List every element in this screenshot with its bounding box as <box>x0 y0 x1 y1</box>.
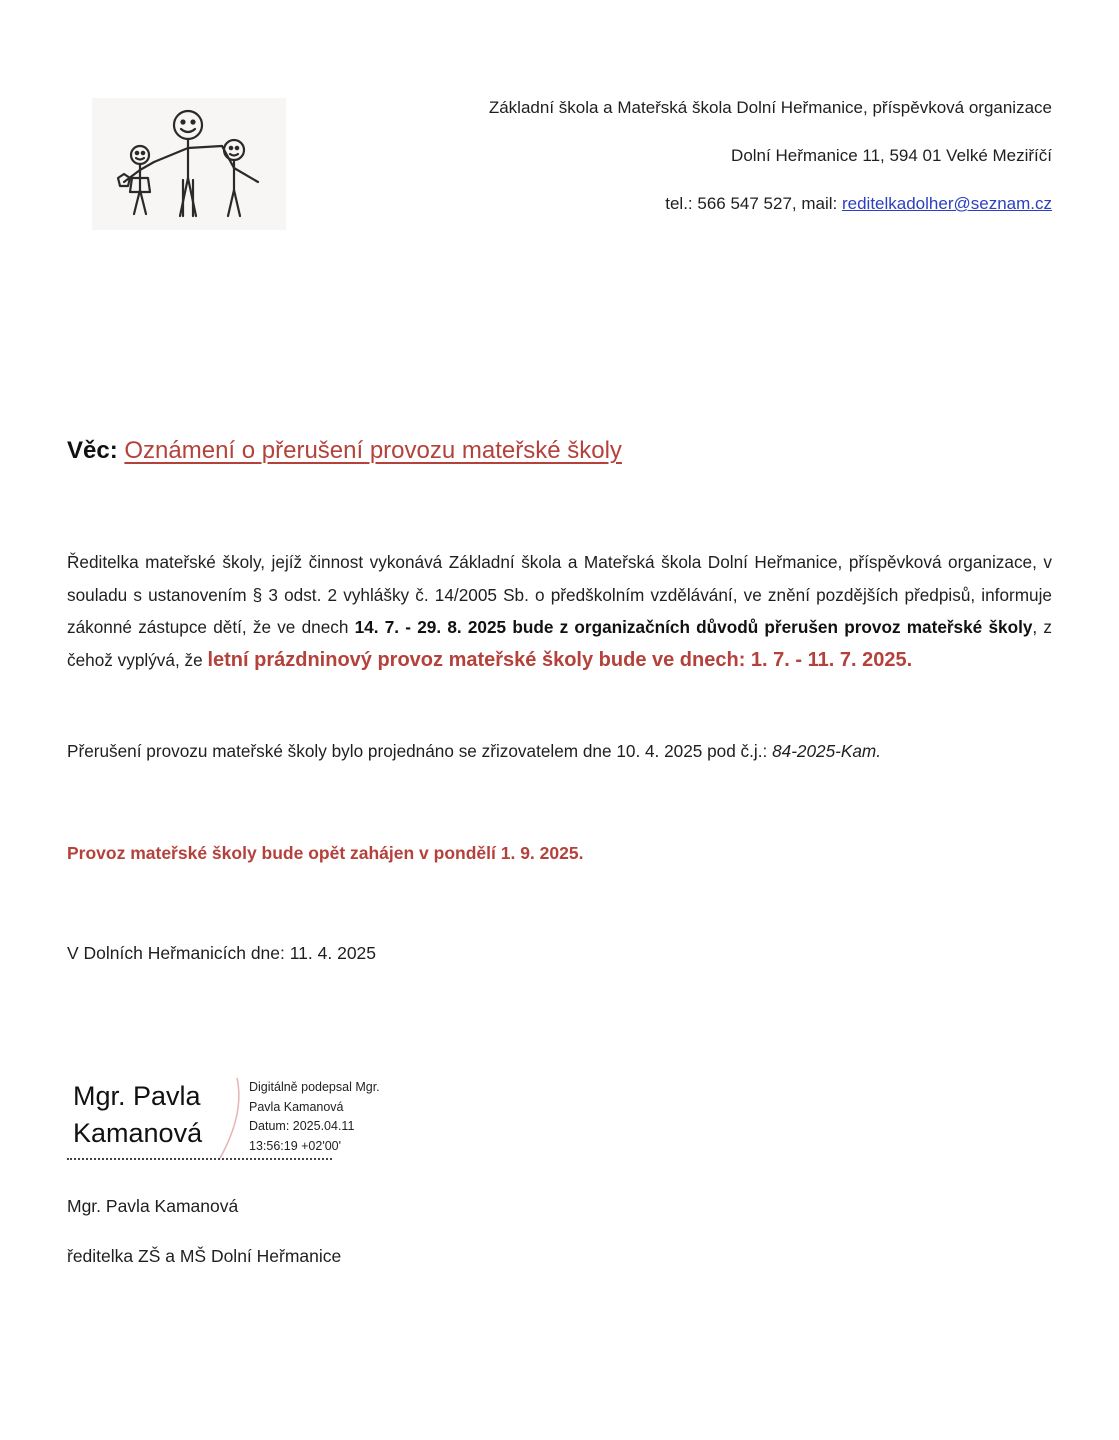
family-drawing-logo-icon <box>92 98 286 230</box>
signature-detail-date: Datum: 2025.04.11 <box>249 1119 355 1133</box>
summer-operation-notice: letní prázdninový provoz mateřské školy bude ve dnech: 1. 7. - 11. 7. 2025. <box>207 648 913 671</box>
paragraph-connector: , z čehož vyplývá, že <box>67 617 1052 670</box>
closure-statement: bude z organizačních důvodů přerušen provoz mateřské školy <box>512 617 1033 637</box>
reference-number: 84-2025-Kam. <box>772 741 881 761</box>
subject-title: Oznámení o přerušení provozu mateřské školy <box>124 437 622 464</box>
signer-role: ředitelka ZŠ a MŠ Dolní Heřmanice <box>67 1246 342 1266</box>
school-logo <box>92 98 286 230</box>
signature-name-line1: Mgr. Pavla <box>73 1081 201 1111</box>
signature-details <box>249 1078 380 1156</box>
approval-paragraph <box>67 736 881 766</box>
closure-dates: 14. 7. - 29. 8. 2025 <box>354 617 507 637</box>
signature-name <box>73 1078 202 1152</box>
org-address: Dolní Heřmanice 11, 594 01 Velké Meziříčí <box>731 146 1052 165</box>
signer-name: Mgr. Pavla Kamanová <box>67 1196 239 1216</box>
approval-text: Přerušení provozu mateřské školy bylo projednáno se zřizovatelem dne 10. 4. 2025 pod č.j.: <box>67 741 773 761</box>
org-contact <box>352 192 1052 216</box>
signature-detail-time: 13:56:19 +02'00' <box>249 1138 342 1153</box>
subject-label: Věc: <box>67 437 118 464</box>
place-and-date: V Dolních Heřmanicích dne: 11. 4. 2025 <box>67 943 377 963</box>
paragraph-text: Ředitelka mateřské školy, jejíž činnost vykonává Základní škola a Mateřská škola Dolní Heřmanice, příspěvková organizace, v souladu s ustanovením § 3 odst. 2 vyhlášky č. 14/2005 Sb. o předškolním vzdělávání, ve znění pozdějších předpisů, informuje zákonné zástupce dětí, že ve dnech <box>67 552 1052 637</box>
signature-detail-signed-by: Digitálně podepsal Mgr. <box>249 1080 380 1094</box>
signature-dotted-line <box>67 1158 332 1160</box>
org-name: Základní škola a Mateřská škola Dolní Heřmanice, příspěvková organizace <box>488 98 1052 117</box>
contact-phone: tel.: 566 547 527, mail: <box>665 194 842 213</box>
restart-notice: Provoz mateřské školy bude opět zahájen v pondělí 1. 9. 2025. <box>67 843 584 863</box>
digital-signature-block <box>67 1074 427 1170</box>
subject-line <box>67 434 622 468</box>
letterhead <box>352 96 1052 240</box>
signature-detail-name: Pavla Kamanová <box>249 1099 344 1114</box>
signature-name-line2: Kamanová <box>73 1118 203 1148</box>
email-link[interactable]: reditelkadolher@seznam.cz <box>841 194 1052 213</box>
main-paragraph <box>67 546 1052 676</box>
